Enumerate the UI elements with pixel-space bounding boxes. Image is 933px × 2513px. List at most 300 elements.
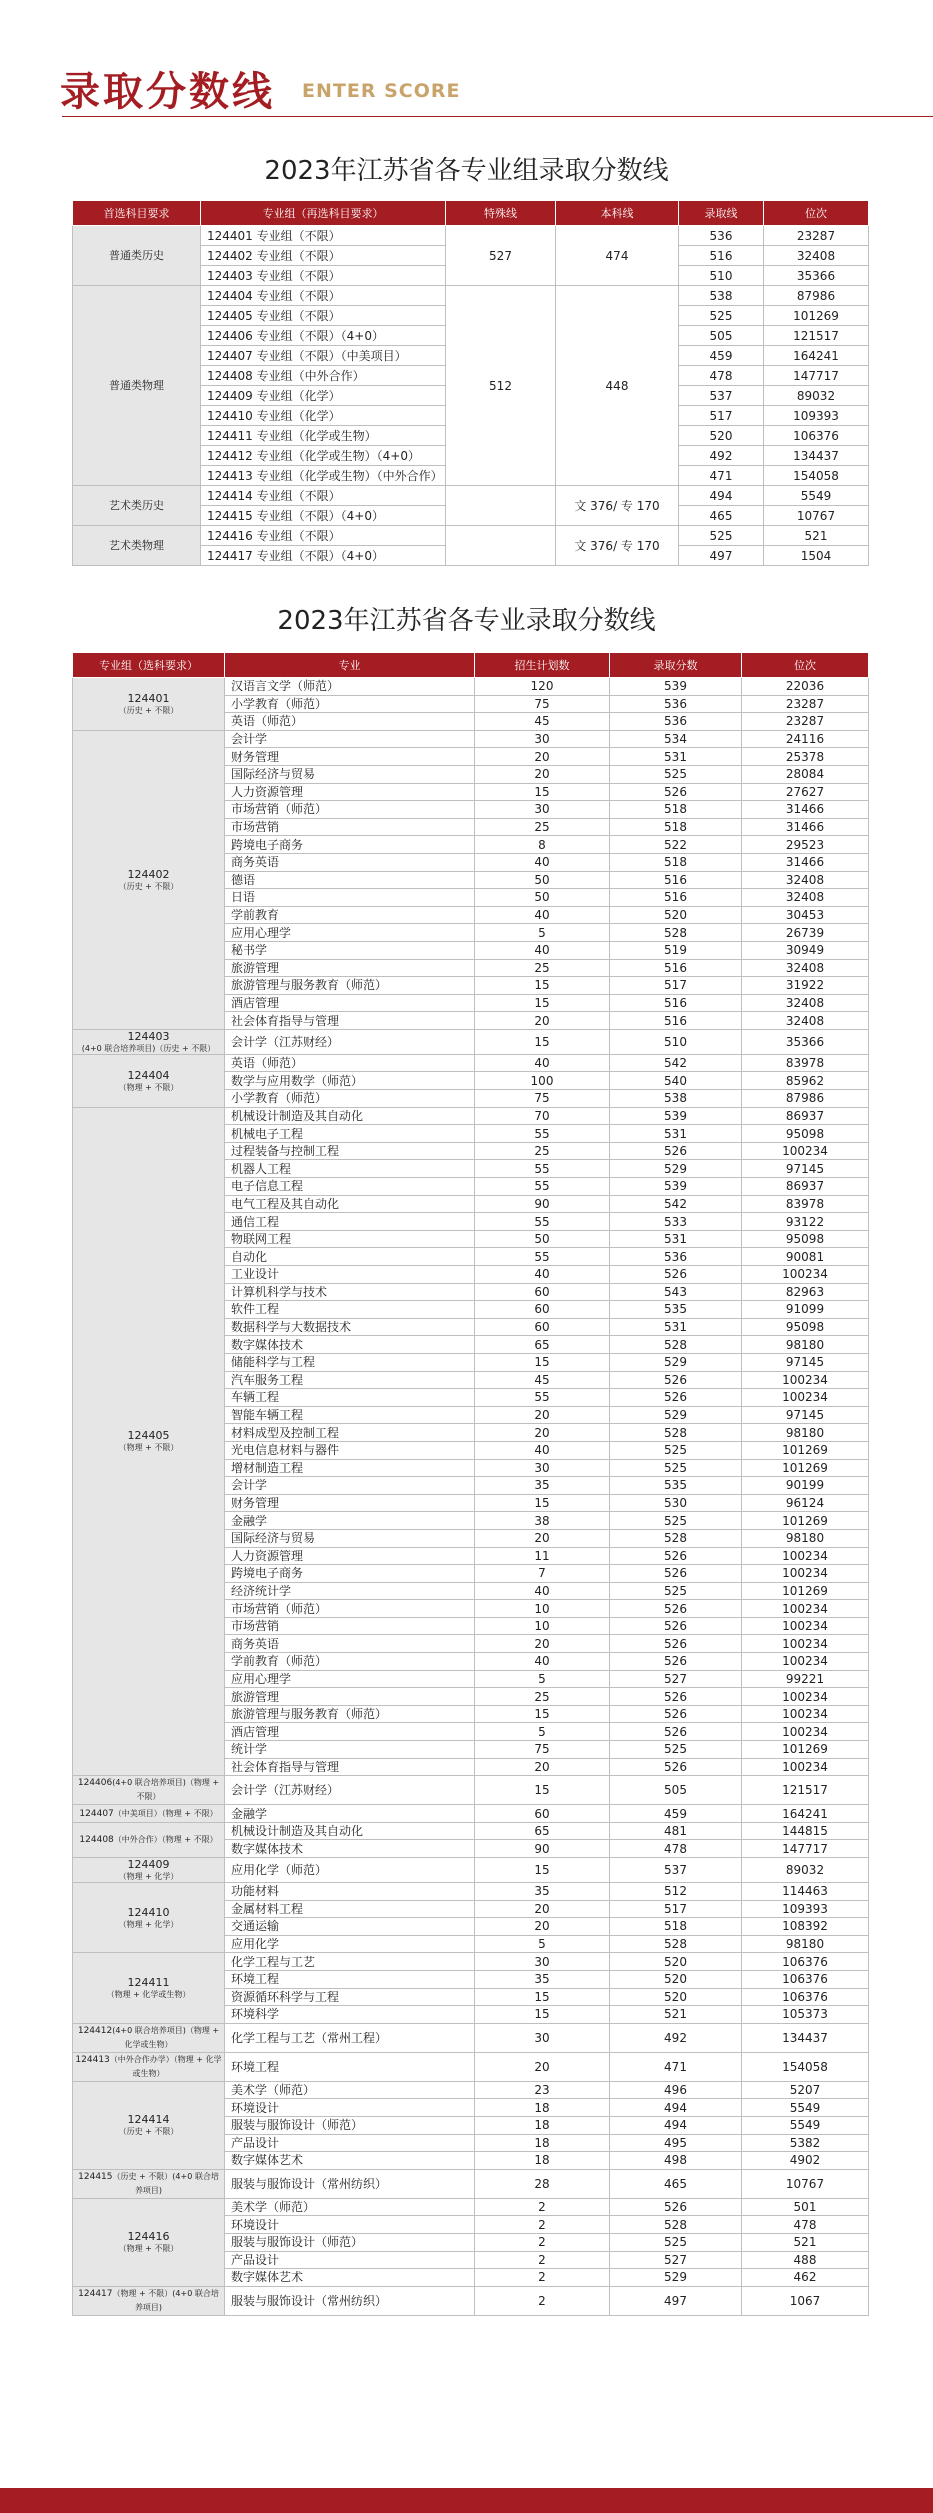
major-cell: 环境设计 <box>225 2099 475 2117</box>
table-header-row <box>73 201 869 226</box>
rank-cell: 1067 <box>742 2286 869 2315</box>
score-cell: 518 <box>610 853 742 871</box>
major-cell: 功能材料 <box>225 1883 475 1901</box>
score-cell: 540 <box>610 1072 742 1090</box>
table-row <box>73 1953 869 1971</box>
plan-cell: 75 <box>475 1090 610 1108</box>
plan-cell: 90 <box>475 1840 610 1858</box>
major-cell: 数字媒体艺术 <box>225 2269 475 2287</box>
rank-cell: 109393 <box>742 1900 869 1918</box>
score-cell: 520 <box>679 426 764 446</box>
rank-cell: 100234 <box>742 1723 869 1741</box>
plan-cell: 40 <box>475 906 610 924</box>
plan-cell: 18 <box>475 2116 610 2134</box>
score-cell: 478 <box>610 1840 742 1858</box>
group-requirement: （历史 + 不限） <box>118 881 179 891</box>
major-cell: 酒店管理 <box>225 994 475 1012</box>
major-cell: 美术学（师范） <box>225 2081 475 2099</box>
plan-cell: 20 <box>475 1635 610 1653</box>
major-cell: 环境科学 <box>225 2006 475 2024</box>
rank-cell: 5549 <box>742 2099 869 2117</box>
table-row <box>73 730 869 748</box>
column-header: 位次 <box>742 653 869 678</box>
group-cell: 124402 专业组（不限） <box>201 246 446 266</box>
group-requirement: (4+0 联合培养项目)（历史 + 不限） <box>81 1043 216 1053</box>
column-header: 特殊线 <box>446 201 556 226</box>
group-requirement: （物理 + 不限） <box>118 2244 179 2254</box>
plan-cell: 40 <box>475 853 610 871</box>
score-cell: 539 <box>610 1107 742 1125</box>
major-cell: 环境工程 <box>225 1970 475 1988</box>
rank-cell: 100234 <box>742 1142 869 1160</box>
group-code: 124407 <box>79 1808 114 1819</box>
group-code: 124411 <box>127 1976 170 1990</box>
rank-cell: 23287 <box>764 226 869 246</box>
rank-cell: 100234 <box>742 1600 869 1618</box>
rank-cell: 100234 <box>742 1389 869 1407</box>
rank-cell: 100234 <box>742 1371 869 1389</box>
group-cell <box>73 2052 225 2081</box>
major-cell: 材料成型及控制工程 <box>225 1424 475 1442</box>
plan-cell: 20 <box>475 1900 610 1918</box>
rank-cell: 87986 <box>742 1090 869 1108</box>
rank-cell: 96124 <box>742 1494 869 1512</box>
major-cell: 车辆工程 <box>225 1389 475 1407</box>
score-cell: 497 <box>679 546 764 566</box>
score-cell: 478 <box>679 366 764 386</box>
group-cell: 124415 专业组（不限）（4+0） <box>201 506 446 526</box>
rank-cell: 478 <box>742 2216 869 2234</box>
score-cell: 526 <box>610 1758 742 1776</box>
rank-cell: 86937 <box>742 1107 869 1125</box>
major-cell: 会计学（江苏财经） <box>225 1776 475 1805</box>
score-cell: 520 <box>610 1970 742 1988</box>
plan-cell: 18 <box>475 2099 610 2117</box>
score-cell: 538 <box>679 286 764 306</box>
page-header <box>0 0 933 120</box>
major-cell: 旅游管理与服务教育（师范） <box>225 977 475 995</box>
rank-cell: 23287 <box>742 713 869 731</box>
group-cell: 124404 专业组（不限） <box>201 286 446 306</box>
table-row <box>73 226 869 246</box>
score-cell: 527 <box>610 2251 742 2269</box>
undergrad-line-cell: 448 <box>556 286 679 486</box>
score-cell: 533 <box>610 1213 742 1231</box>
rank-cell: 521 <box>742 2233 869 2251</box>
major-cell: 财务管理 <box>225 1494 475 1512</box>
score-cell: 526 <box>610 1688 742 1706</box>
major-cell: 市场营销 <box>225 1617 475 1635</box>
group-cell <box>73 2169 225 2198</box>
rank-cell: 147717 <box>764 366 869 386</box>
score-cell: 520 <box>610 1953 742 1971</box>
score-cell: 525 <box>610 1441 742 1459</box>
rank-cell: 100234 <box>742 1653 869 1671</box>
rank-cell: 100234 <box>742 1565 869 1583</box>
major-cell: 工业设计 <box>225 1266 475 1284</box>
score-cell: 465 <box>679 506 764 526</box>
major-cell: 国际经济与贸易 <box>225 1529 475 1547</box>
rank-cell: 32408 <box>742 959 869 977</box>
group-code: 124406 <box>77 1778 113 1789</box>
major-cell: 人力资源管理 <box>225 1547 475 1565</box>
group-code: 124408 <box>79 1834 114 1845</box>
score-cell: 492 <box>610 2023 742 2052</box>
table-row <box>73 2081 869 2099</box>
plan-cell: 55 <box>475 1178 610 1196</box>
table2-title: 2023年江苏省各专业录取分数线 <box>277 606 656 636</box>
rank-cell: 100234 <box>742 1266 869 1284</box>
major-cell: 学前教育（师范） <box>225 1653 475 1671</box>
major-cell: 汽车服务工程 <box>225 1371 475 1389</box>
rank-cell: 95098 <box>742 1230 869 1248</box>
rank-cell: 134437 <box>764 446 869 466</box>
score-cell: 498 <box>610 2152 742 2170</box>
score-cell: 465 <box>610 2169 742 2198</box>
group-requirement: （物理 + 化学或生物） <box>106 1990 191 2000</box>
major-cell: 服装与服饰设计（常州纺织） <box>225 2169 475 2198</box>
rank-cell: 154058 <box>742 2052 869 2081</box>
major-cell: 跨境电子商务 <box>225 836 475 854</box>
rank-cell: 31466 <box>742 818 869 836</box>
score-cell: 530 <box>610 1494 742 1512</box>
major-cell: 物联网工程 <box>225 1230 475 1248</box>
plan-cell: 55 <box>475 1389 610 1407</box>
plan-cell: 25 <box>475 959 610 977</box>
rank-cell: 521 <box>764 526 869 546</box>
rank-cell: 105373 <box>742 2006 869 2024</box>
rank-cell: 31466 <box>742 853 869 871</box>
score-cell: 516 <box>610 994 742 1012</box>
plan-cell: 18 <box>475 2152 610 2170</box>
group-code: 124417 <box>78 2288 113 2299</box>
rank-cell: 24116 <box>742 730 869 748</box>
plan-cell: 20 <box>475 2052 610 2081</box>
plan-cell: 60 <box>475 1301 610 1319</box>
rank-cell: 95098 <box>742 1125 869 1143</box>
rank-cell: 28084 <box>742 765 869 783</box>
score-cell: 526 <box>610 1371 742 1389</box>
table-row <box>73 1822 869 1840</box>
rank-cell: 100234 <box>742 1705 869 1723</box>
major-cell: 英语（师范） <box>225 1054 475 1072</box>
plan-cell: 23 <box>475 2081 610 2099</box>
score-cell: 519 <box>610 941 742 959</box>
major-cell: 跨境电子商务 <box>225 1565 475 1583</box>
major-cell: 人力资源管理 <box>225 783 475 801</box>
group-requirement: （历史 + 不限）(4+0 联合培养项目) <box>112 2171 219 2195</box>
rank-cell: 106376 <box>742 1988 869 2006</box>
score-cell: 525 <box>610 1459 742 1477</box>
rank-cell: 101269 <box>764 306 869 326</box>
score-cell: 529 <box>610 1406 742 1424</box>
score-cell: 527 <box>610 1670 742 1688</box>
group-requirement: （历史 + 不限） <box>118 705 179 715</box>
group-requirement: （物理 + 不限） <box>118 1082 179 1092</box>
group-code: 124412 <box>77 2025 113 2036</box>
rank-cell: 100234 <box>742 1758 869 1776</box>
rank-cell: 109393 <box>764 406 869 426</box>
major-cell: 统计学 <box>225 1741 475 1759</box>
group-code: 124415 <box>78 2171 113 2182</box>
group-code: 124405 <box>127 1429 170 1443</box>
score-cell: 534 <box>610 730 742 748</box>
plan-cell: 15 <box>475 783 610 801</box>
score-cell: 526 <box>610 783 742 801</box>
score-cell: 517 <box>610 977 742 995</box>
rank-cell: 5207 <box>742 2081 869 2099</box>
plan-cell: 15 <box>475 977 610 995</box>
score-cell: 496 <box>610 2081 742 2099</box>
group-code: 124403 <box>127 1029 170 1043</box>
plan-cell: 15 <box>475 994 610 1012</box>
rank-cell: 31922 <box>742 977 869 995</box>
group-code: 124410 <box>127 1905 170 1919</box>
plan-cell: 35 <box>475 1477 610 1495</box>
plan-cell: 5 <box>475 1670 610 1688</box>
plan-cell: 2 <box>475 2286 610 2315</box>
rank-cell: 32408 <box>742 1012 869 1030</box>
plan-cell: 18 <box>475 2134 610 2152</box>
plan-cell: 20 <box>475 1424 610 1442</box>
major-cell: 产品设计 <box>225 2251 475 2269</box>
score-cell: 459 <box>610 1805 742 1823</box>
footer-bar <box>0 2488 933 2513</box>
column-header: 录取线 <box>679 201 764 226</box>
score-cell: 528 <box>610 2216 742 2234</box>
plan-cell: 20 <box>475 1918 610 1936</box>
plan-cell: 30 <box>475 2023 610 2052</box>
score-cell: 526 <box>610 1389 742 1407</box>
major-cell: 经济统计学 <box>225 1582 475 1600</box>
major-cell: 应用心理学 <box>225 1670 475 1688</box>
score-cell: 494 <box>679 486 764 506</box>
major-cell: 会计学 <box>225 730 475 748</box>
score-cell: 521 <box>610 2006 742 2024</box>
score-cell: 526 <box>610 1547 742 1565</box>
score-cell: 526 <box>610 1565 742 1583</box>
major-cell: 金属材料工程 <box>225 1900 475 1918</box>
header-divider <box>62 116 933 117</box>
group-requirement: （中外合作）（物理 + 不限） <box>113 1834 218 1844</box>
score-cell: 536 <box>610 695 742 713</box>
group-cell <box>73 2198 225 2286</box>
group-cell: 124406 专业组（不限）（4+0） <box>201 326 446 346</box>
group-cell <box>73 1858 225 1883</box>
group-cell <box>73 1805 225 1823</box>
score-cell: 525 <box>679 306 764 326</box>
major-cell: 旅游管理 <box>225 959 475 977</box>
group-cell <box>73 1883 225 1953</box>
score-cell: 528 <box>610 1424 742 1442</box>
major-cell: 服装与服饰设计（师范） <box>225 2116 475 2134</box>
rank-cell: 164241 <box>742 1805 869 1823</box>
major-cell: 过程装备与控制工程 <box>225 1142 475 1160</box>
rank-cell: 97145 <box>742 1406 869 1424</box>
group-code: 124413 <box>75 2054 110 2065</box>
major-cell: 机器人工程 <box>225 1160 475 1178</box>
rank-cell: 1504 <box>764 546 869 566</box>
rank-cell: 147717 <box>742 1840 869 1858</box>
major-cell: 市场营销 <box>225 818 475 836</box>
rank-cell: 85962 <box>742 1072 869 1090</box>
rank-cell: 106376 <box>764 426 869 446</box>
plan-cell: 15 <box>475 1705 610 1723</box>
score-cell: 516 <box>610 871 742 889</box>
table-row <box>73 1107 869 1125</box>
plan-cell: 15 <box>475 1858 610 1883</box>
group-requirement: （中外合作办学）（物理 + 化学或生物） <box>109 2054 222 2078</box>
major-cell: 秘书学 <box>225 941 475 959</box>
group-cell: 124401 专业组（不限） <box>201 226 446 246</box>
major-cell: 增材制造工程 <box>225 1459 475 1477</box>
rank-cell: 91099 <box>742 1301 869 1319</box>
table-header-row <box>73 653 869 678</box>
plan-cell: 55 <box>475 1248 610 1266</box>
plan-cell: 2 <box>475 2198 610 2216</box>
major-cell: 社会体育指导与管理 <box>225 1012 475 1030</box>
score-cell: 526 <box>610 1266 742 1284</box>
table1-title: 2023年江苏省各专业组录取分数线 <box>264 156 669 186</box>
group-cell: 124414 专业组（不限） <box>201 486 446 506</box>
subject-cell: 艺术类历史 <box>73 486 201 526</box>
score-cell: 531 <box>610 748 742 766</box>
group-requirement: （物理 + 化学） <box>118 1919 179 1929</box>
rank-cell: 32408 <box>742 994 869 1012</box>
group-requirement: （中美项目）（物理 + 不限） <box>113 1808 218 1818</box>
score-cell: 536 <box>610 1248 742 1266</box>
plan-cell: 50 <box>475 871 610 889</box>
rank-cell: 10767 <box>764 506 869 526</box>
group-cell <box>73 2023 225 2052</box>
rank-cell: 154058 <box>764 466 869 486</box>
major-cell: 机械设计制造及其自动化 <box>225 1107 475 1125</box>
plan-cell: 20 <box>475 1012 610 1030</box>
group-cell <box>73 1029 225 1054</box>
major-cell: 应用心理学 <box>225 924 475 942</box>
rank-cell: 101269 <box>742 1512 869 1530</box>
rank-cell: 5549 <box>764 486 869 506</box>
plan-cell: 20 <box>475 1406 610 1424</box>
major-cell: 旅游管理与服务教育（师范） <box>225 1705 475 1723</box>
plan-cell: 60 <box>475 1318 610 1336</box>
column-header: 首选科目要求 <box>73 201 201 226</box>
score-cell: 520 <box>610 906 742 924</box>
rank-cell: 5382 <box>742 2134 869 2152</box>
score-cell: 481 <box>610 1822 742 1840</box>
plan-cell: 60 <box>475 1805 610 1823</box>
plan-cell: 5 <box>475 1723 610 1741</box>
major-cell: 化学工程与工艺 <box>225 1953 475 1971</box>
table-row <box>73 1776 869 1805</box>
score-cell: 535 <box>610 1301 742 1319</box>
score-cell: 526 <box>610 2198 742 2216</box>
major-score-table <box>72 652 869 2316</box>
rank-cell: 4902 <box>742 2152 869 2170</box>
rank-cell: 83978 <box>742 1195 869 1213</box>
rank-cell: 100234 <box>742 1547 869 1565</box>
group-cell: 124408 专业组（中外合作） <box>201 366 446 386</box>
rank-cell: 30949 <box>742 941 869 959</box>
score-cell: 528 <box>610 1529 742 1547</box>
plan-cell: 38 <box>475 1512 610 1530</box>
plan-cell: 40 <box>475 1054 610 1072</box>
plan-cell: 120 <box>475 678 610 696</box>
column-header: 专业组（选科要求） <box>73 653 225 678</box>
rank-cell: 100234 <box>742 1688 869 1706</box>
major-cell: 日语 <box>225 889 475 907</box>
score-cell: 539 <box>610 678 742 696</box>
rank-cell: 25378 <box>742 748 869 766</box>
plan-cell: 28 <box>475 2169 610 2198</box>
major-cell: 德语 <box>225 871 475 889</box>
rank-cell: 83978 <box>742 1054 869 1072</box>
score-cell: 518 <box>610 801 742 819</box>
major-cell: 社会体育指导与管理 <box>225 1758 475 1776</box>
table-row <box>73 2023 869 2052</box>
score-cell: 525 <box>679 526 764 546</box>
plan-cell: 40 <box>475 1582 610 1600</box>
plan-cell: 2 <box>475 2216 610 2234</box>
plan-cell: 70 <box>475 1107 610 1125</box>
column-header: 录取分数 <box>610 653 742 678</box>
subject-cell: 普通类历史 <box>73 226 201 286</box>
plan-cell: 15 <box>475 1494 610 1512</box>
major-cell: 商务英语 <box>225 853 475 871</box>
rank-cell: 89032 <box>742 1858 869 1883</box>
rank-cell: 144815 <box>742 1822 869 1840</box>
score-cell: 525 <box>610 2233 742 2251</box>
plan-cell: 10 <box>475 1617 610 1635</box>
plan-cell: 2 <box>475 2233 610 2251</box>
rank-cell: 108392 <box>742 1918 869 1936</box>
score-cell: 525 <box>610 1512 742 1530</box>
score-cell: 528 <box>610 1336 742 1354</box>
score-cell: 536 <box>610 713 742 731</box>
page-subtitle: ENTER SCORE <box>302 80 461 102</box>
major-cell: 服装与服饰设计（常州纺织） <box>225 2286 475 2315</box>
major-cell: 酒店管理 <box>225 1723 475 1741</box>
major-cell: 数字媒体艺术 <box>225 2152 475 2170</box>
rank-cell: 121517 <box>764 326 869 346</box>
rank-cell: 99221 <box>742 1670 869 1688</box>
major-cell: 数据科学与大数据技术 <box>225 1318 475 1336</box>
group-requirement: （历史 + 不限） <box>118 2127 179 2137</box>
score-cell: 526 <box>610 1653 742 1671</box>
rank-cell: 98180 <box>742 1336 869 1354</box>
plan-cell: 8 <box>475 836 610 854</box>
plan-cell: 55 <box>475 1213 610 1231</box>
group-code: 124402 <box>127 867 170 881</box>
major-cell: 会计学（江苏财经） <box>225 1029 475 1054</box>
score-cell: 535 <box>610 1477 742 1495</box>
group-cell <box>73 1107 225 1776</box>
group-cell: 124417 专业组（不限）（4+0） <box>201 546 446 566</box>
score-cell: 497 <box>610 2286 742 2315</box>
plan-cell: 15 <box>475 1353 610 1371</box>
group-cell <box>73 2286 225 2315</box>
plan-cell: 25 <box>475 818 610 836</box>
plan-cell: 2 <box>475 2251 610 2269</box>
score-cell: 529 <box>610 1160 742 1178</box>
group-cell: 124411 专业组（化学或生物） <box>201 426 446 446</box>
major-cell: 储能科学与工程 <box>225 1353 475 1371</box>
plan-cell: 15 <box>475 2006 610 2024</box>
rank-cell: 82963 <box>742 1283 869 1301</box>
group-requirement: （物理 + 化学） <box>118 1872 179 1881</box>
group-cell: 124407 专业组（不限）（中美项目） <box>201 346 446 366</box>
major-cell: 汉语言文学（师范） <box>225 678 475 696</box>
